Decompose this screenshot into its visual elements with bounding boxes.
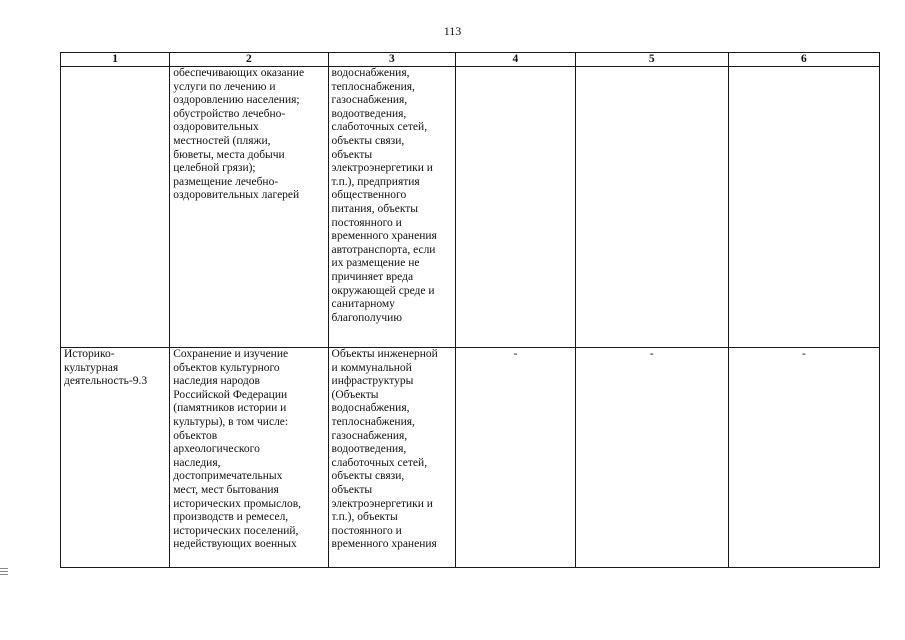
cell-text: Историко- культурная деятельность-9.3 [64, 348, 148, 388]
header-col-5: 5 [575, 53, 728, 67]
scan-mark [0, 568, 8, 569]
header-col-4: 4 [456, 53, 575, 67]
table-cell [170, 348, 328, 568]
table-cell [575, 67, 728, 348]
table-cell [456, 67, 575, 348]
table-cell [61, 67, 170, 348]
table-cell [328, 348, 456, 568]
cell-text: Сохранение и изучение объектов культурного наследия народов Российской Федерации (памятников истории и культуры), в том числе: объектов археологического наследия, достопримечательных мест, мест бытования исторических промыслов, производств и ремесел, исторических поселений, недействующих военных [173, 348, 302, 551]
cell-text: Объекты инженерной и коммунальной инфраструктуры (Объекты водоснабжения, теплоснабжения, газоснабжения, водоотведения, слаботочных сетей, объекты связи, объекты электроэнергетики и т.п.), объекты постоянного и временного хранения [331, 348, 438, 551]
regulation-table [60, 52, 880, 568]
header-col-3: 3 [328, 53, 456, 67]
table-cell [170, 67, 328, 348]
cell-text: водоснабжения, теплоснабжения, газоснабжения, водоотведения, слаботочных сетей, объекты связи, объекты электроэнергетики и т.п.), предприятия общественного питания, объекты постоянного и временного хранения автотранспорта, если их размещение не причиняет вреда окружающей среде и санитарному благополучию [331, 67, 437, 324]
scan-mark [0, 571, 8, 572]
header-col-2: 2 [170, 53, 328, 67]
table-cell [328, 67, 456, 348]
header-col-1: 1 [61, 53, 170, 67]
page-number: 113 [443, 24, 462, 38]
table-row [61, 348, 880, 568]
header-row [61, 53, 880, 67]
table-cell [456, 348, 575, 568]
header-col-6: 6 [728, 53, 879, 67]
table-cell [61, 348, 170, 568]
scan-edge-marks [0, 568, 8, 577]
table-row [61, 67, 880, 348]
cell-text: - [513, 348, 518, 360]
cell-text: - [649, 348, 654, 360]
cell-text: - [801, 348, 806, 360]
scan-mark [0, 574, 8, 575]
table-cell [575, 348, 728, 568]
table-header [61, 53, 880, 67]
table-cell [728, 348, 879, 568]
table-cell [728, 67, 879, 348]
cell-text: обеспечивающих оказание услуги по лечению и оздоровлению населения; обустройство лечебно- оздоровительных местностей (пляжи, бюветы, места добычи целебной грязи); размещение лечебно- оздоровительных лагерей [173, 67, 305, 202]
